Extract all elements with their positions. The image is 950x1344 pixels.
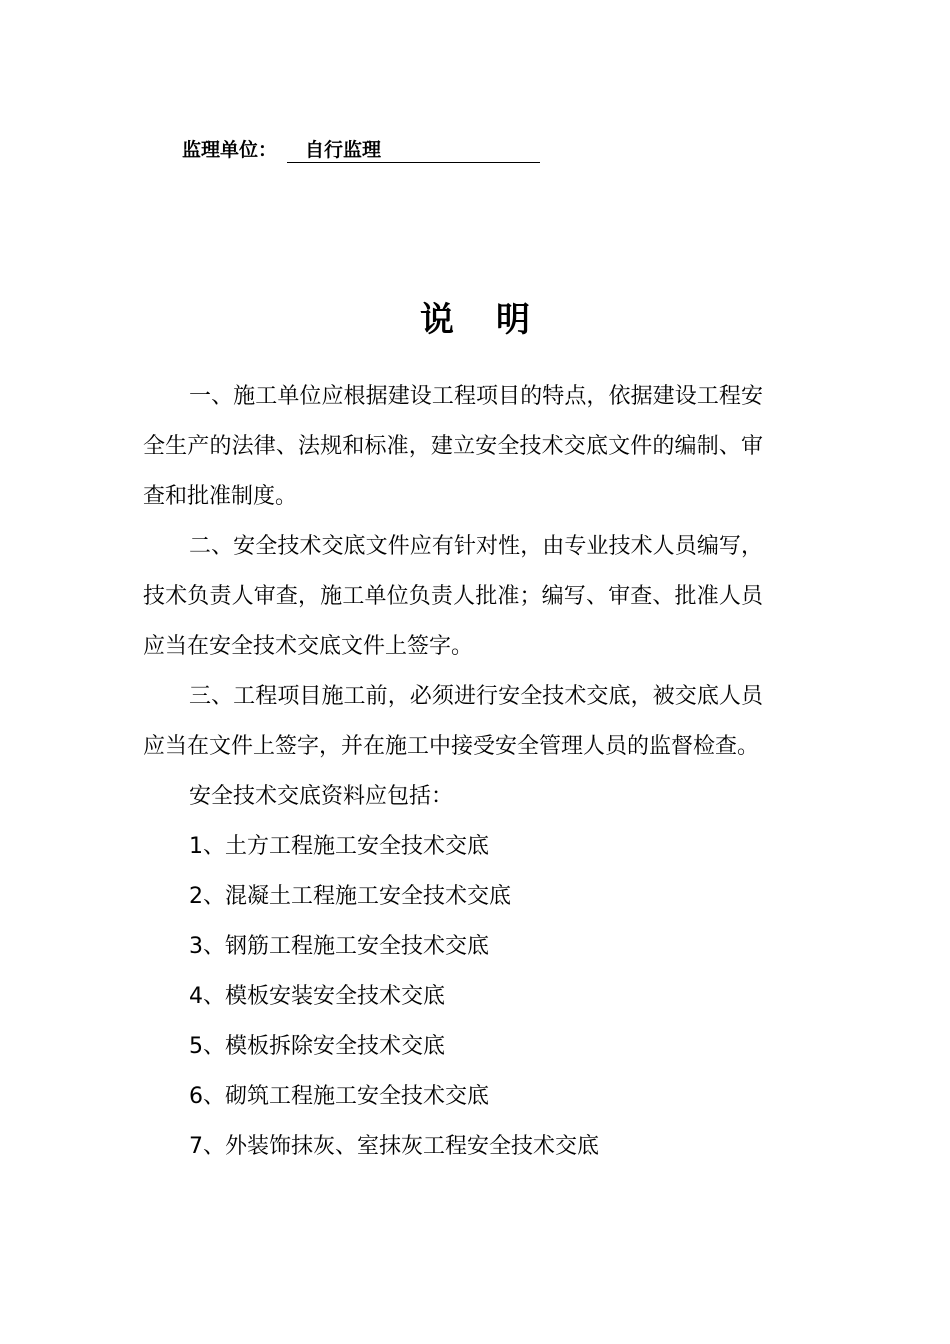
list-item: 3、钢筋工程施工安全技术交底 <box>189 934 489 959</box>
supervisor-unit-label: 监理单位： <box>182 139 278 161</box>
title-char-2: 明 <box>496 300 530 340</box>
list-item: 6、砌筑工程施工安全技术交底 <box>189 1084 489 1109</box>
page-title <box>0 298 950 342</box>
list-item: 5、模板拆除安全技术交底 <box>189 1034 445 1059</box>
paragraph-1: 一、施工单位应根据建设工程项目的特点，依据建设工程安全生产的法律、法规和标准，建立安全技术交底文件的编制、审查和批准制度。 <box>143 384 763 509</box>
paragraph-3: 三、工程项目施工前，必须进行安全技术交底，被交底人员应当在文件上签字，并在施工中接受安全管理人员的监督检查。 <box>143 684 763 759</box>
list-item: 7、外装饰抹灰、室抹灰工程安全技术交底 <box>189 1134 599 1159</box>
supervisor-unit-value: 自行监理 <box>287 138 540 163</box>
list-intro: 安全技术交底资料应包括： <box>189 784 454 809</box>
supervisor-unit-line <box>182 136 540 164</box>
list-item: 2、混凝土工程施工安全技术交底 <box>189 884 511 909</box>
list-item: 1、土方工程施工安全技术交底 <box>189 834 489 859</box>
list-item: 4、模板安装安全技术交底 <box>189 984 445 1009</box>
paragraph-2: 二、安全技术交底文件应有针对性，由专业技术人员编写，技术负责人审查，施工单位负责人批准；编写、审查、批准人员应当在安全技术交底文件上签字。 <box>143 534 763 659</box>
title-char-1: 说 <box>420 300 454 340</box>
document-body <box>143 372 763 1172</box>
